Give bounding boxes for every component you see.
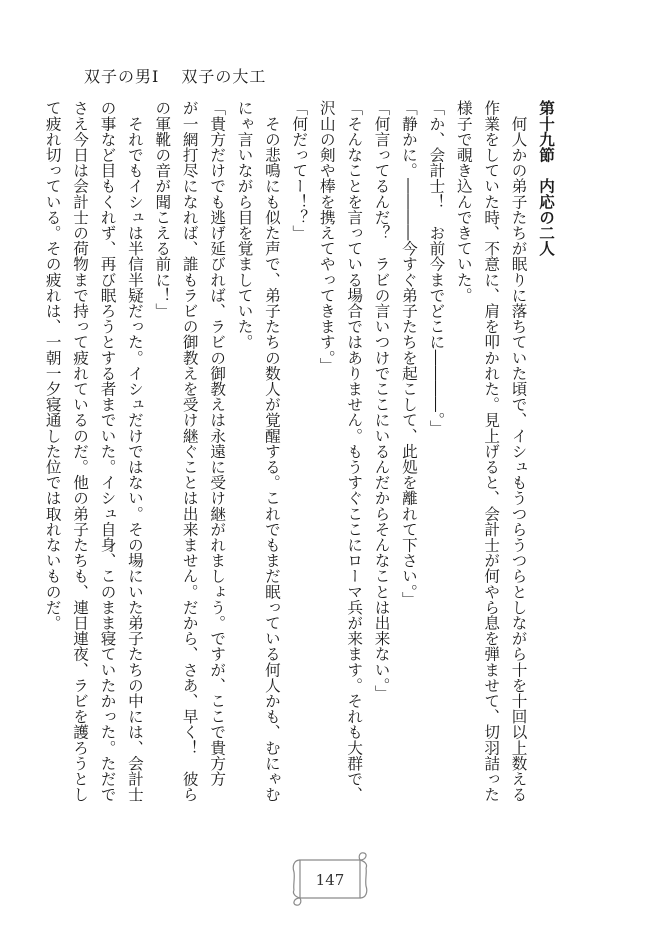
text-line: 「何だってー！？」 bbox=[290, 100, 309, 241]
text-line: 沢山の剣や棒を携えてやってきます。」 bbox=[317, 100, 336, 373]
book-title: 双子の男Ⅰ bbox=[84, 67, 160, 86]
section-heading: 第十九節 内応の二人 bbox=[537, 100, 555, 256]
page-number: 147 bbox=[315, 871, 345, 889]
text-line: 様子で覗き込んできていた。 bbox=[454, 100, 473, 303]
text-line: 「か、会計士！ お前今までどこに――――。」 bbox=[427, 100, 446, 436]
text-line: 「静かに。――――今すぐ弟子たちを起こして、此処を離れて下さい。」 bbox=[399, 100, 418, 607]
text-line: の軍靴の音が聞こえる前に！」 bbox=[153, 100, 172, 319]
text-line: の事など目もくれず、再び眠ろうとする者までいた。イシュ自身、このまま寝ていたかった。ただで bbox=[98, 100, 117, 802]
body-text bbox=[43, 100, 559, 840]
text-line: 作業をしていた時、不意に、肩を叩かれた。見上げると、会計士が何やら息を弾ませて、切羽詰った bbox=[482, 100, 501, 802]
text-line: て疲れ切っている。その疲れは、一朝一夕寝通した位では取れないものだ。 bbox=[43, 100, 62, 631]
chapter-title: 双子の大工 bbox=[181, 67, 267, 86]
text-line: 何人かの弟子たちが眠りに落ちていた頃で、イシュもうつらうつらとしながら十を十回以上数える bbox=[509, 100, 528, 802]
text-line: にゃ言いながら目を覚ましていた。 bbox=[235, 100, 254, 350]
text-line: 「そんなことを言っている場合ではありません。もうすぐここにローマ兵が来ます。それも大群で、 bbox=[345, 100, 364, 802]
text-line: その悲鳴にも似た声で、弟子たちの数人が覚醒する。これでもまだ眠っている何人かも、むにゃむ bbox=[262, 100, 281, 802]
text-line: が一網打尽になれば、誰もラビの御教えを受け継ぐことは出来ません。だから、さあ、早く！ 彼ら bbox=[180, 100, 199, 802]
text-line: それでもイシュは半信半疑だった。イシュだけではない。その場にいた弟子たちの中には、会計士 bbox=[125, 100, 144, 802]
running-header bbox=[84, 64, 266, 87]
text-line: 「貴方だけでも逃げ延びれば、ラビの御教えは永遠に受け継がれましょう。ですが、ここで貴方方 bbox=[208, 100, 227, 787]
text-line: さえ今日は会計士の荷物まで持って疲れているのだ。他の弟子たちも、連日連夜、ラビを護ろうとし bbox=[71, 100, 90, 802]
text-line: 「何言ってるんだ？ ラビの言いつけでここにいるんだからそんなことは出来ない。」 bbox=[372, 100, 391, 701]
